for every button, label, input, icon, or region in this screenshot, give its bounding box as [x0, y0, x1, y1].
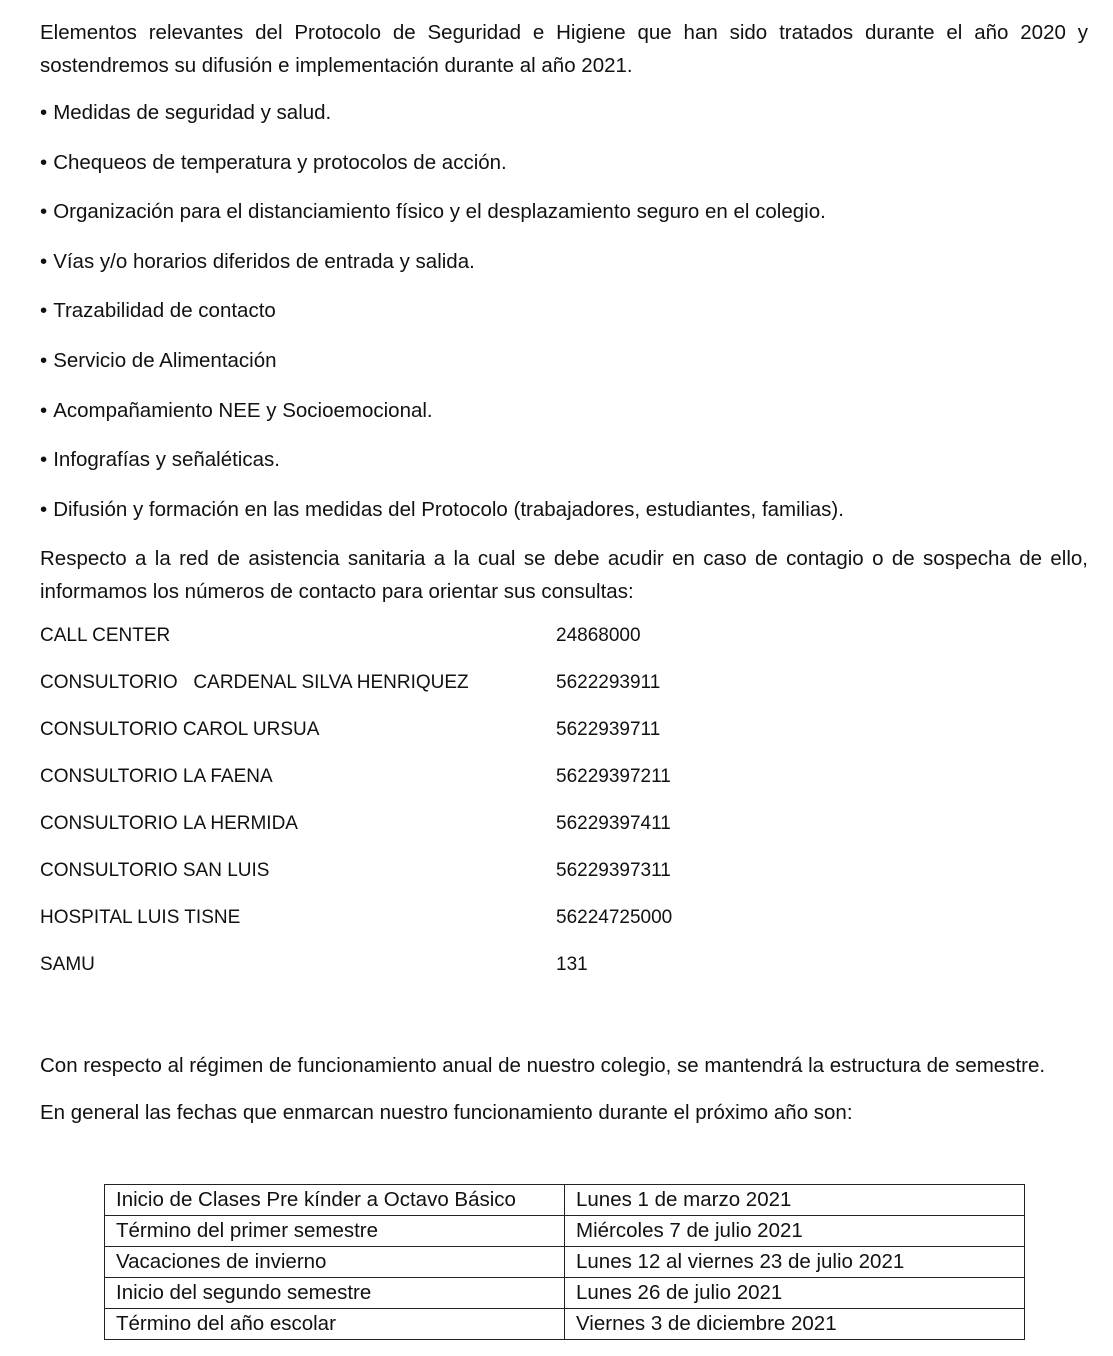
list-item: [40, 443, 1088, 476]
bullet-icon: •: [40, 497, 48, 521]
contact-row: [40, 716, 1088, 763]
contact-phone: 5622293911: [556, 672, 661, 694]
list-item: [40, 394, 1088, 427]
contact-row: [40, 763, 1088, 810]
bullet-text: Chequeos de temperatura y protocolos de acción.: [53, 150, 507, 174]
dates-intro-paragraph: En general las fechas que enmarcan nuestro funcionamiento durante el próximo año son:: [40, 1101, 853, 1125]
schedule-label: Inicio de Clases Pre kínder a Octavo Básico: [105, 1185, 565, 1216]
contact-row: [40, 669, 1088, 716]
schedule-date: Lunes 1 de marzo 2021: [565, 1185, 1025, 1216]
contact-phone: 56229397311: [556, 860, 671, 882]
table-row: [105, 1247, 1025, 1278]
contact-row: [40, 810, 1088, 857]
contact-phone: 5622939711: [556, 719, 661, 741]
bullet-icon: •: [40, 249, 48, 273]
contact-phone: 24868000: [556, 625, 641, 647]
school-calendar-table: [104, 1184, 1025, 1340]
contact-name: CONSULTORIO CAROL URSUA: [40, 719, 320, 741]
list-item: [40, 96, 1088, 129]
bullet-text: Acompañamiento NEE y Socioemocional.: [53, 398, 433, 422]
schedule-label: Inicio del segundo semestre: [105, 1278, 565, 1309]
schedule-date: Miércoles 7 de julio 2021: [565, 1216, 1025, 1247]
schedule-date: Lunes 12 al viernes 23 de julio 2021: [565, 1247, 1025, 1278]
bullet-icon: •: [40, 200, 48, 224]
contact-name: CONSULTORIO LA FAENA: [40, 766, 273, 788]
contact-row: [40, 951, 1088, 998]
bullet-text: Servicio de Alimentación: [53, 348, 277, 372]
document-page: [40, 16, 1088, 1139]
contact-name: CONSULTORIO CARDENAL SILVA HENRIQUEZ: [40, 672, 469, 694]
bullet-text: Organización para el distanciamiento físico y el desplazamiento seguro en el colegio.: [53, 200, 826, 224]
contact-name: CALL CENTER: [40, 625, 171, 647]
list-item: [40, 245, 1088, 278]
list-item: [40, 195, 1088, 228]
schedule-date: Viernes 3 de diciembre 2021: [565, 1309, 1025, 1340]
bullet-text: Infografías y señaléticas.: [53, 448, 280, 472]
contact-phone: 56229397211: [556, 766, 671, 788]
contact-row: [40, 904, 1088, 951]
intro-paragraph: Elementos relevantes del Protocolo de Seguridad e Higiene que han sido tratados durante el año 2020 y sostendremos su difusión e implementación durante al año 2021.: [40, 21, 1088, 77]
bullet-text: Vías y/o horarios diferidos de entrada y salida.: [53, 249, 475, 273]
schedule-label: Vacaciones de invierno: [105, 1247, 565, 1278]
schedule-label: Término del año escolar: [105, 1309, 565, 1340]
schedule-label: Término del primer semestre: [105, 1216, 565, 1247]
table-row: [105, 1185, 1025, 1216]
contact-phone: 56224725000: [556, 907, 673, 929]
contact-name: CONSULTORIO LA HERMIDA: [40, 813, 298, 835]
list-item: [40, 294, 1088, 327]
table-row: [105, 1278, 1025, 1309]
list-item: [40, 493, 1088, 526]
table-row: [105, 1309, 1025, 1340]
bullet-icon: •: [40, 348, 48, 372]
list-item: [40, 344, 1088, 377]
contact-name: CONSULTORIO SAN LUIS: [40, 860, 270, 882]
contact-row: [40, 622, 1088, 669]
contact-name: SAMU: [40, 954, 95, 976]
bullet-icon: •: [40, 150, 48, 174]
contact-phone: 56229397411: [556, 813, 671, 835]
list-item: [40, 146, 1088, 179]
table-row: [105, 1216, 1025, 1247]
bullet-icon: •: [40, 448, 48, 472]
contact-list: [40, 622, 1088, 998]
protocol-bullet-list: [40, 96, 1088, 526]
bullet-text: Medidas de seguridad y salud.: [53, 101, 332, 124]
schedule-date: Lunes 26 de julio 2021: [565, 1278, 1025, 1309]
contact-name: HOSPITAL LUIS TISNE: [40, 907, 241, 929]
contact-phone: 131: [556, 954, 588, 976]
bullet-text: Trazabilidad de contacto: [53, 299, 276, 323]
contact-row: [40, 857, 1088, 904]
regime-paragraph: Con respecto al régimen de funcionamiento anual de nuestro colegio, se mantendrá la estructura de semestre.: [40, 1054, 1046, 1078]
bullet-text: Difusión y formación en las medidas del Protocolo (trabajadores, estudiantes, familias).: [53, 497, 844, 521]
bullet-icon: •: [40, 299, 48, 323]
bullet-icon: •: [40, 398, 48, 422]
bullet-icon: •: [40, 101, 48, 124]
health-network-paragraph: Respecto a la red de asistencia sanitaria a la cual se debe acudir en caso de contagio o de sospecha de ello, informamos los números de contacto para orientar sus consultas:: [40, 547, 1088, 604]
